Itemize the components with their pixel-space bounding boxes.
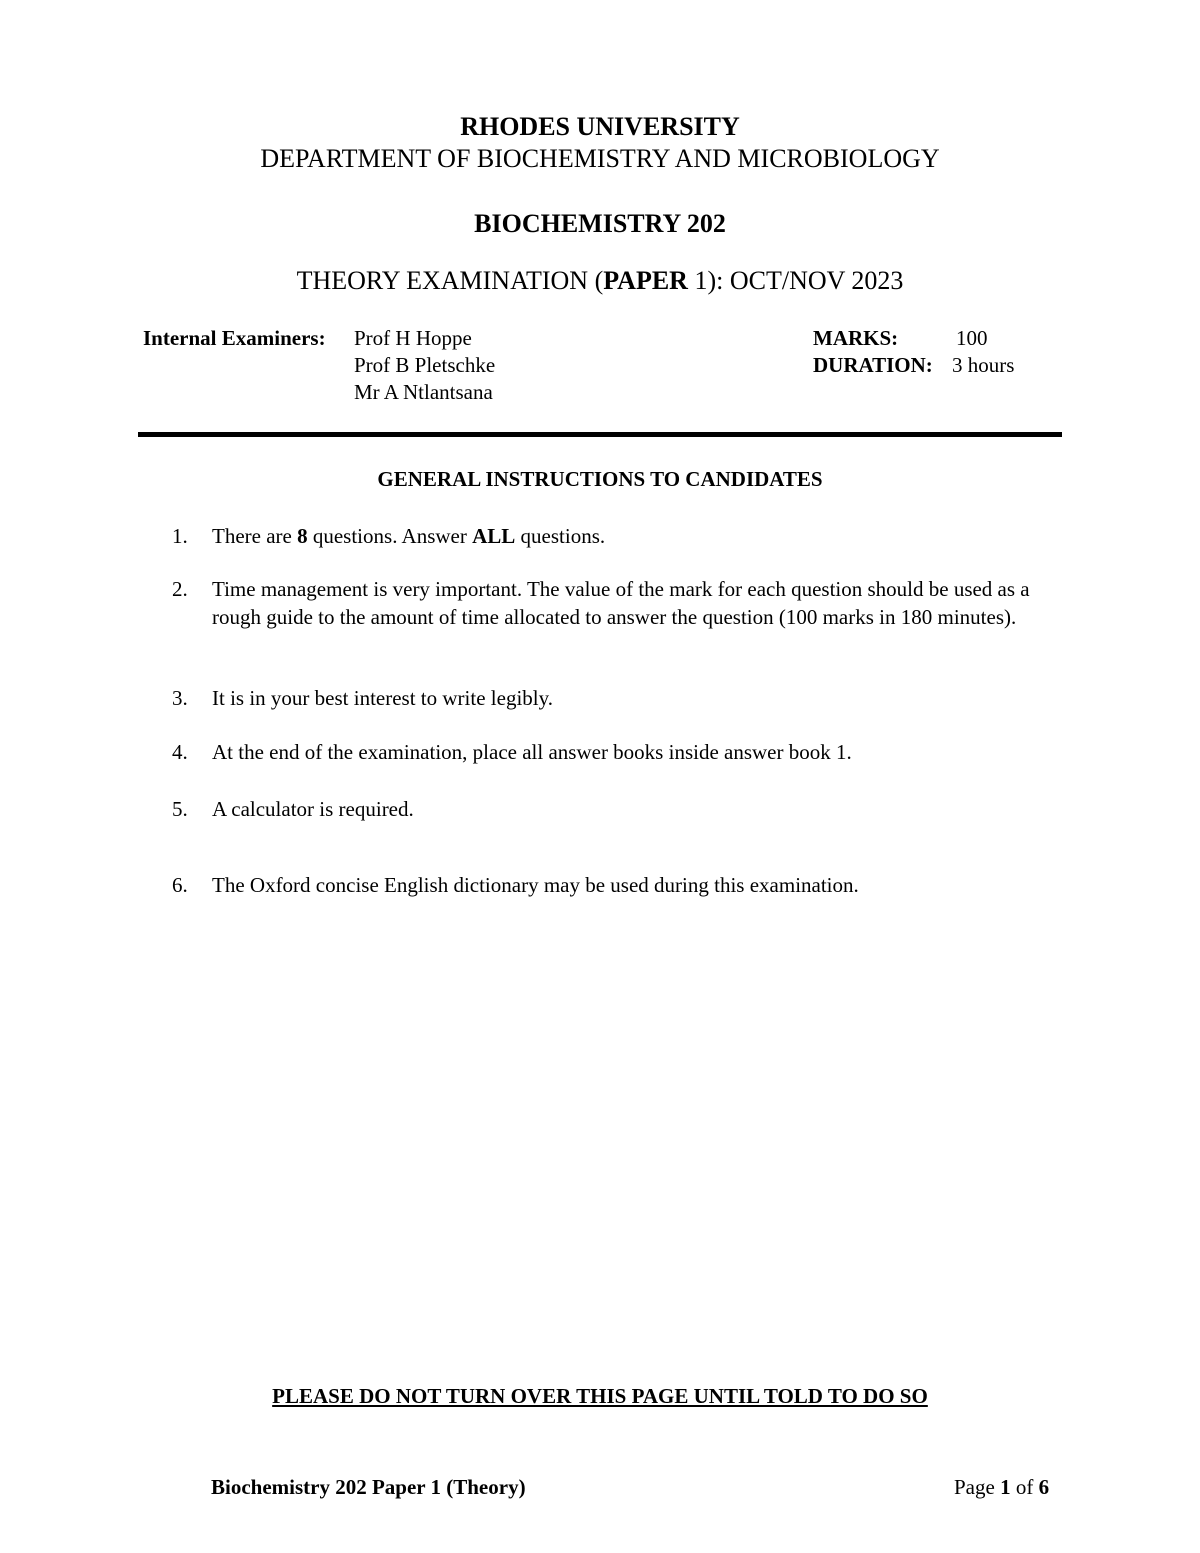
question-count: 8	[297, 524, 308, 548]
course-title: BIOCHEMISTRY 202	[474, 209, 726, 238]
page-total: 6	[1038, 1475, 1050, 1499]
instruction-number: 2.	[172, 577, 188, 601]
footer-course-label: Biochemistry 202 Paper 1 (Theory)	[211, 1475, 526, 1499]
instruction-text	[212, 522, 1052, 550]
instruction-text: The Oxford concise English dictionary may be used during this examination.	[212, 873, 859, 897]
university-name: RHODES UNIVERSITY	[460, 112, 740, 141]
instruction-text: Time management is very important. The value of the mark for each question should be used as a rough guide to the amount of time allocated to answer the question (100 marks in 180 minutes).	[212, 577, 1030, 629]
examiner-name: Mr A Ntlantsana	[354, 380, 493, 404]
instruction-number: 4.	[172, 740, 188, 764]
instruction-text: At the end of the examination, place all answer books inside answer book 1.	[212, 740, 852, 764]
instruction-text: It is in your best interest to write legibly.	[212, 686, 553, 710]
internal-examiners-label: Internal Examiners:	[143, 326, 326, 350]
exam-title-prefix: THEORY EXAMINATION (	[296, 266, 604, 295]
instruction-text-part: questions.	[515, 524, 606, 548]
exam-title	[0, 266, 1200, 296]
exam-title-paper-number: 1	[687, 266, 708, 295]
exam-title-paper: PAPER	[603, 266, 688, 295]
instruction-text-part: There are	[212, 524, 298, 548]
page-of: of	[1010, 1475, 1039, 1499]
instruction-number: 5.	[172, 797, 188, 821]
footer-page-number	[954, 1475, 1049, 1500]
instructions-heading: GENERAL INSTRUCTIONS TO CANDIDATES	[377, 467, 823, 491]
examiner-name: Prof B Pletschke	[354, 353, 496, 377]
duration-value: 3 hours	[952, 353, 1015, 377]
marks-value: 100	[956, 326, 988, 350]
do-not-turn-warning: PLEASE DO NOT TURN OVER THIS PAGE UNTIL TOLD TO DO SO	[272, 1384, 928, 1408]
all-emphasis: ALL	[472, 524, 516, 548]
examiner-name: Prof H Hoppe	[354, 326, 472, 350]
duration-label: DURATION:	[813, 353, 933, 377]
instruction-text: A calculator is required.	[212, 797, 414, 821]
page-prefix: Page	[954, 1475, 1001, 1499]
instruction-number: 3.	[172, 686, 188, 710]
department-name: DEPARTMENT OF BIOCHEMISTRY AND MICROBIOLOGY	[260, 144, 940, 173]
marks-label: MARKS:	[813, 326, 899, 350]
page-current: 1	[1000, 1475, 1011, 1499]
instruction-number: 1.	[172, 524, 188, 548]
horizontal-divider	[138, 432, 1062, 437]
instruction-number: 6.	[172, 873, 188, 897]
instruction-text-part: questions. Answer	[307, 524, 473, 548]
exam-title-suffix: ): OCT/NOV 2023	[707, 266, 904, 295]
